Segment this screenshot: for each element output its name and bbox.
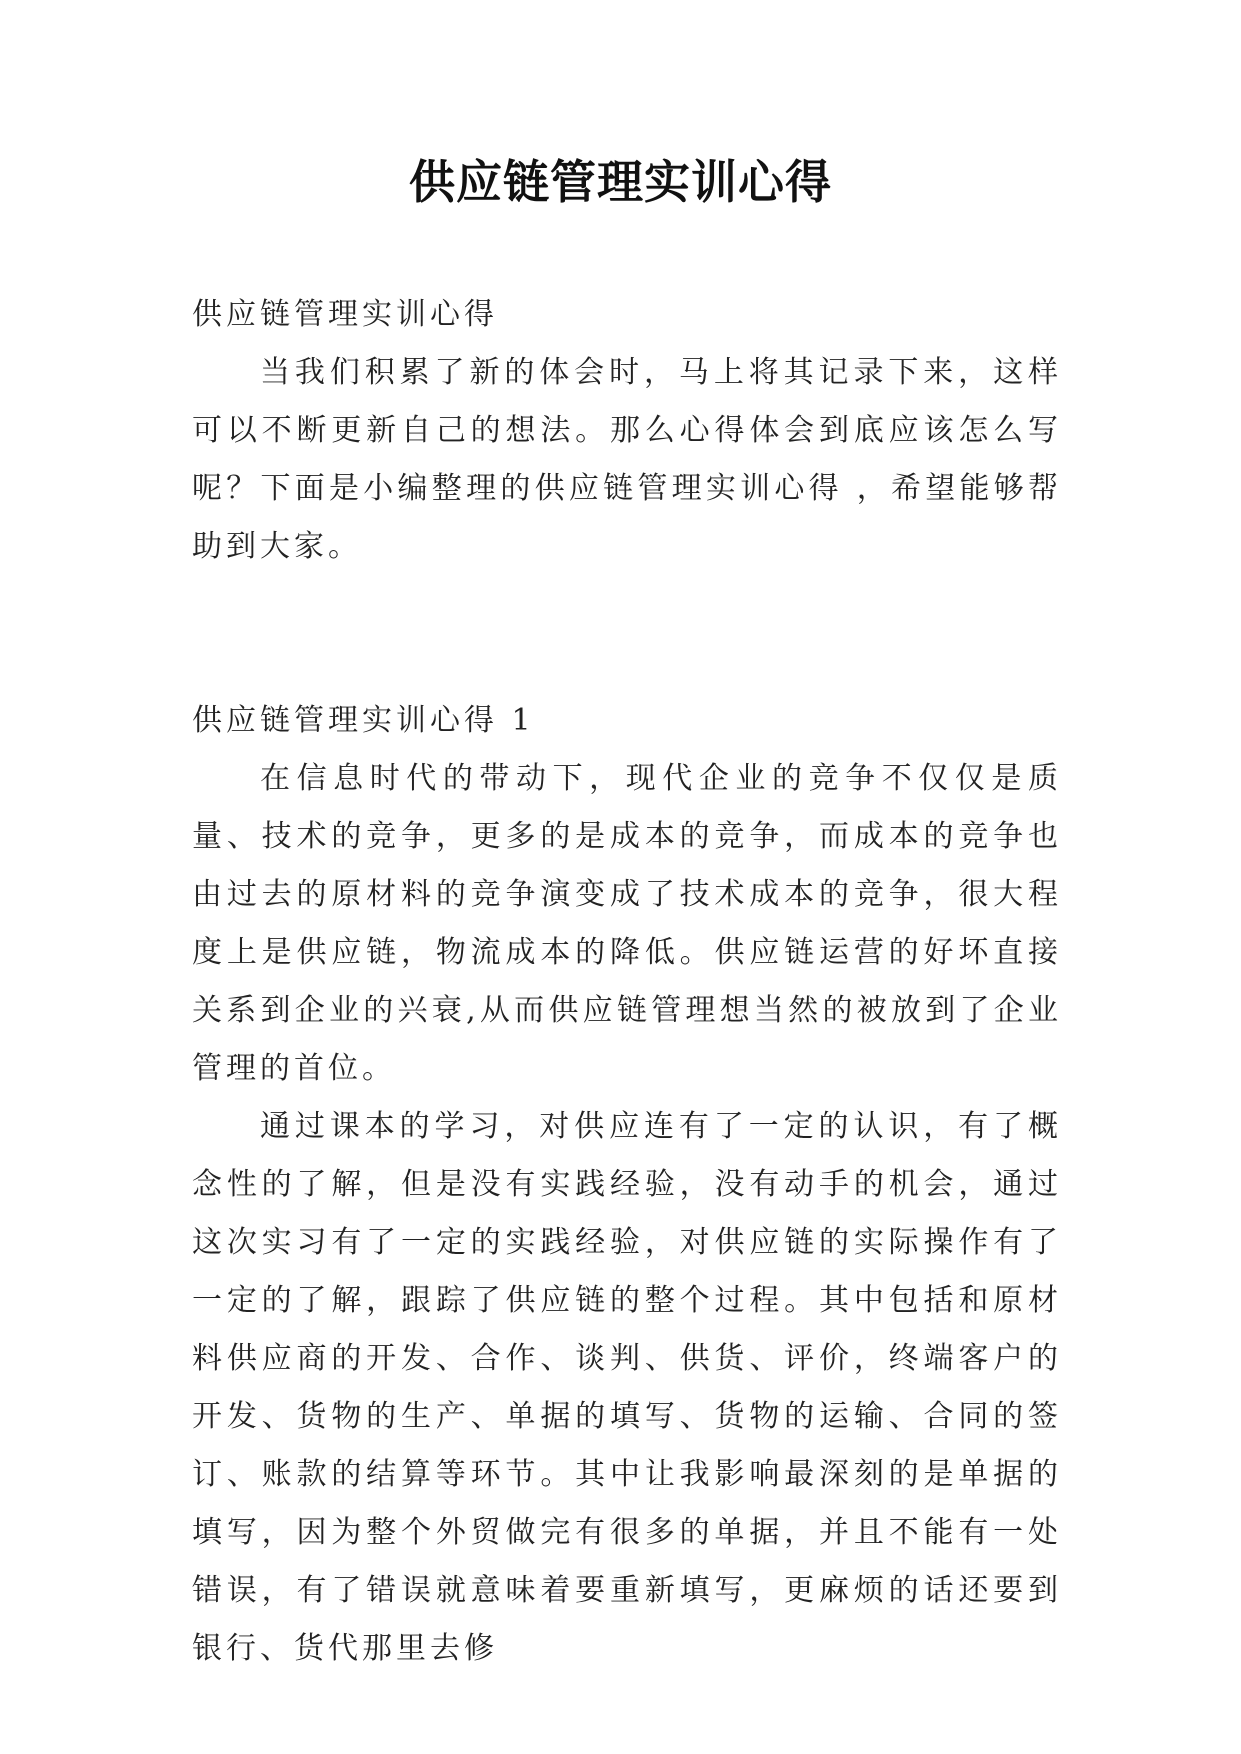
intro-heading: 供应链管理实训心得 bbox=[192, 297, 498, 332]
document-body bbox=[192, 286, 1062, 1678]
section-spacer bbox=[192, 576, 1062, 692]
intro-paragraph: 当我们积累了新的体会时，马上将其记录下来，这样可以不断更新自己的想法。那么心得体会到底应该怎么写呢？下面是小编整理的供应链管理实训心得 ，希望能够帮助到大家。 bbox=[192, 355, 1062, 564]
section-heading: 供应链管理实训心得 1 bbox=[192, 703, 535, 738]
body-paragraph-2: 通过课本的学习，对供应连有了一定的认识，有了概念性的了解，但是没有实践经验，没有动手的机会，通过这次实习有了一定的实践经验，对供应链的实际操作有了一定的了解，跟踪了供应链的整个过程。其中包括和原材料供应商的开发、合作、谈判、供货、评价，终端客户的开发、货物的生产、单据的填写、货物的运输、合同的签订、账款的结算等环节。其中让我影响最深刻的是单据的填写，因为整个外贸做完有很多的单据，并且不能有一处错误，有了错误就意味着要重新填写，更麻烦的话还要到银行、货代那里去修 bbox=[192, 1109, 1062, 1666]
document-title: 供应链管理实训心得 bbox=[409, 155, 832, 209]
body-paragraph-1: 在信息时代的带动下，现代企业的竞争不仅仅是质量、技术的竞争，更多的是成本的竞争，而成本的竞争也由过去的原材料的竞争演变成了技术成本的竞争，很大程度上是供应链，物流成本的降低。供应链运营的好坏直接关系到企业的兴衰,从而供应链管理想当然的被放到了企业管理的首位。 bbox=[192, 761, 1062, 1086]
